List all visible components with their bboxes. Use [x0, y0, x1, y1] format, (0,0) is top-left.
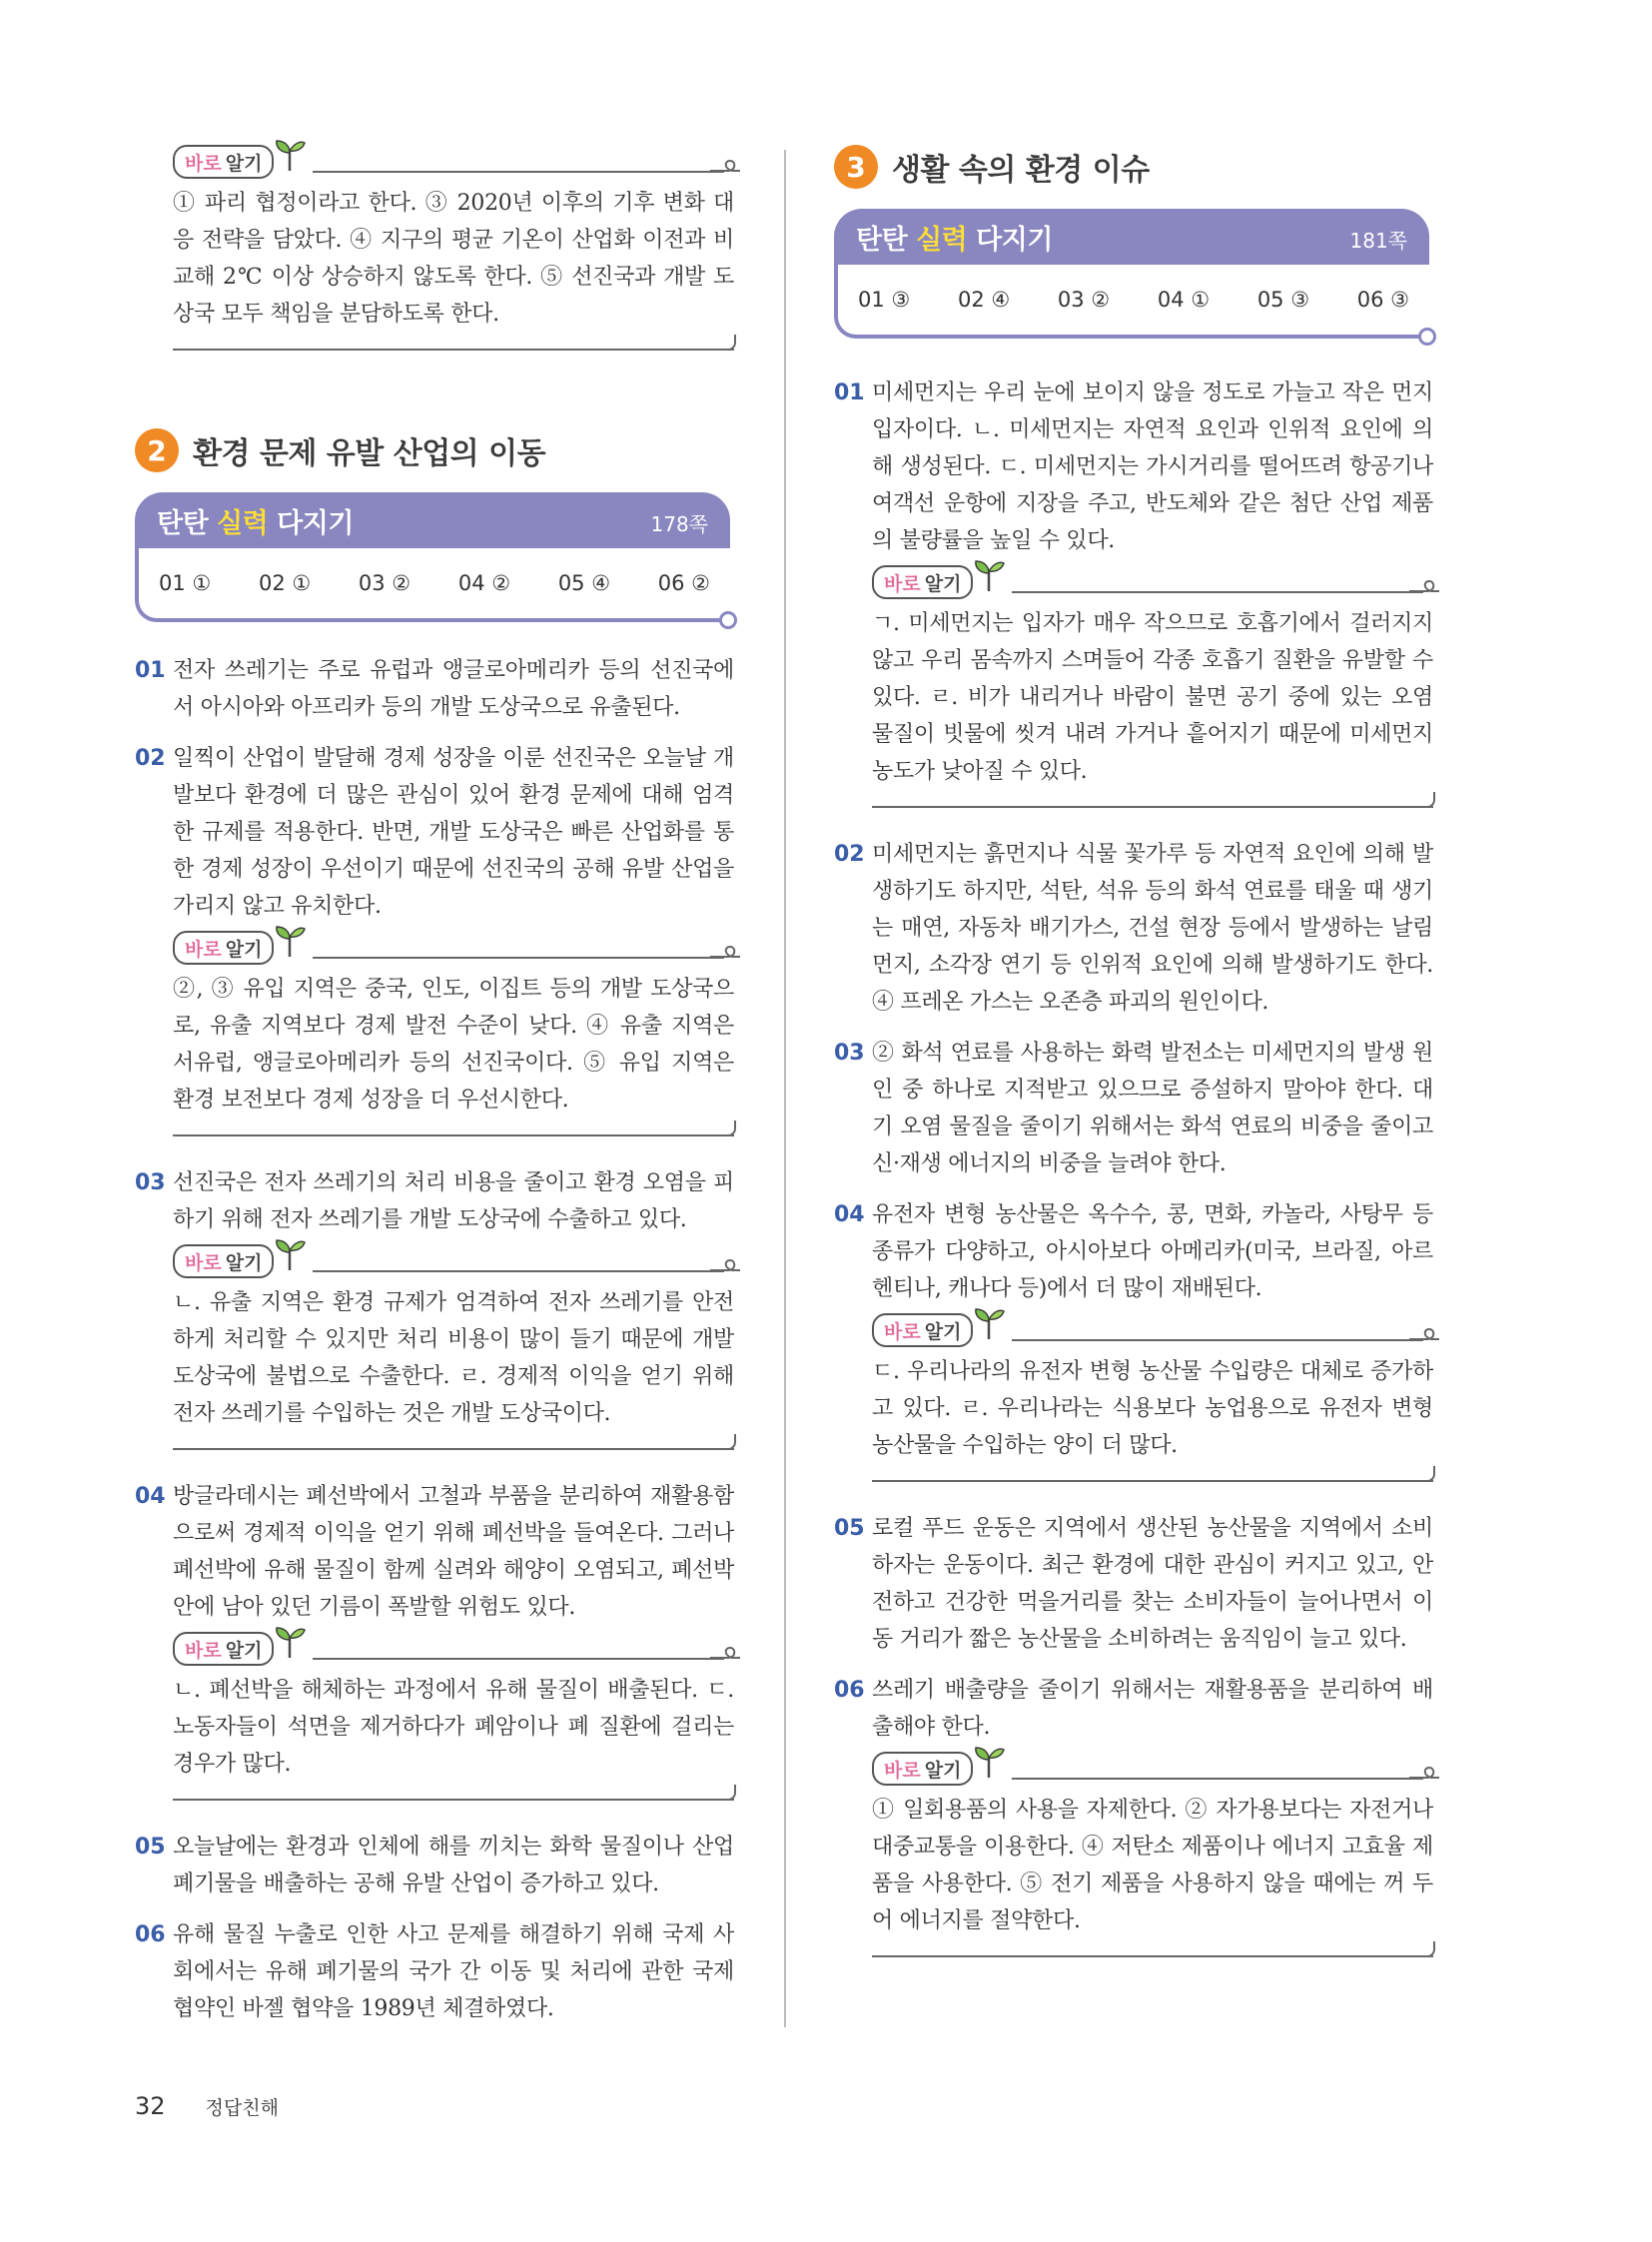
answer-item: 05 ③: [1256, 288, 1310, 312]
section-heading: [135, 428, 734, 472]
baro-algi-box: 바로 알기 ㄷ. 우리나라의 유전자 변형 농산물 수입량은 대체로 증가하고 있다. ㄹ. 우리나라는 식용보다 농업용으로 유전자 변형 농산물을 수입하는 양이 더 많다.: [872, 1313, 1433, 1482]
answer-item: 02 ④: [957, 288, 1011, 312]
sprout-icon: [273, 1236, 307, 1272]
question-item: 01 전자 쓰레기는 주로 유럽과 앵글로아메리카 등의 선진국에서 아시아와 아프리카 등의 개발 도상국으로 유출된다.: [135, 658, 734, 720]
baro-algi-text: ㄴ. 폐선박을 해체하는 과정에서 유해 물질이 배출된다. ㄷ. 노동자들이 석면을 제거하다가 폐암이나 폐 질환에 걸리는 경우가 많다.: [173, 1678, 734, 1777]
baro-algi-box: 바로 알기 ① 일회용품의 사용을 자제한다. ② 자가용보다는 자전거나 대중교통을 이용한다. ④ 저탄소 제품이나 에너지 고효율 제품을 사용한다. ⑤ 전기 제품을 사용하지 않을 때에는 꺼 두어 에너지를 절약한다.: [872, 1752, 1433, 1957]
section-number: 3: [834, 145, 878, 189]
answer-key-title: 탄탄 실력 다지기: [856, 224, 1053, 256]
section-number: 2: [135, 428, 179, 472]
sprout-icon: [273, 1624, 307, 1660]
answer-item: 06 ③: [1356, 288, 1409, 312]
column-divider: [784, 150, 786, 2027]
question-item: 04 유전자 변형 농산물은 옥수수, 콩, 면화, 카놀라, 사탕무 등 종류가 다양하고, 아시아보다 아메리카(미국, 브라질, 아르헨티나, 캐나다 등)에서 더 많이 재배된다.: [834, 1202, 1433, 1301]
answer-key-box: [834, 209, 1429, 339]
baro-algi-box: 바로 알기 ㄴ. 폐선박을 해체하는 과정에서 유해 물질이 배출된다. ㄷ. 노동자들이 석면을 제거하다가 폐암이나 폐 질환에 걸리는 경우가 많다.: [173, 1632, 734, 1801]
answer-item: 02 ①: [258, 571, 312, 595]
baro-algi-box: 바로 알기 ㄱ. 미세먼지는 입자가 매우 작으므로 호흡기에서 걸러지지 않고 우리 몸속까지 스며들어 각종 호흡기 질환을 유발할 수 있다. ㄹ. 비가 내리거나 바람이 불면 공기 중에 있는 오염 물질이 빗물에 씻겨 내려 가거나 흩어지기 때문에 미세먼지 농도가 낮아질 수 있다.: [872, 565, 1433, 808]
section-heading: [834, 145, 1433, 189]
sprout-icon: [273, 923, 307, 959]
answer-item: 06 ②: [657, 571, 710, 595]
baro-algi-text: ① 파리 협정이라고 한다. ③ 2020년 이후의 기후 변화 대응 전략을 담았다. ④ 지구의 평균 기온이 산업화 이전과 비교해 2℃ 이상 상승하지 않도록 한다. ⑤ 선진국과 개발 도상국 모두 책임을 분담하도록 한다.: [173, 191, 734, 327]
page-footer: [135, 2092, 279, 2120]
section-title: 생활 속의 환경 이슈: [892, 153, 1150, 188]
answer-item: 03 ②: [1057, 288, 1111, 312]
question-item: 05 오늘날에는 환경과 인체에 해를 끼치는 화학 물질이나 산업 폐기물을 배출하는 공해 유발 산업이 증가하고 있다.: [135, 1835, 734, 1896]
answer-item: 01 ①: [159, 571, 212, 595]
right-column: [834, 145, 1433, 1957]
question-item: 01 미세먼지는 우리 눈에 보이지 않을 정도로 가늘고 작은 먼지 입자이다. ㄴ. 미세먼지는 자연적 요인과 인위적 요인에 의해 생성된다. ㄷ. 미세먼지는 가시거리를 떨어뜨려 항공기나 여객선 운항에 지장을 주고, 반도체와 같은 첨단 산업 제품의 불량률을 높일 수 있다.: [834, 380, 1433, 553]
question-item: 04 방글라데시는 폐선박에서 고철과 부품을 분리하여 재활용함으로써 경제적 이익을 얻기 위해 폐선박을 들여온다. 그러나 폐선박에 유해 물질이 함께 실려와 해양이 오염되고, 폐선박 안에 남아 있던 기름이 폭발할 위험도 있다.: [135, 1484, 734, 1620]
section-title: 환경 문제 유발 산업의 이동: [193, 436, 546, 471]
baro-algi-text: ① 일회용품의 사용을 자제한다. ② 자가용보다는 자전거나 대중교통을 이용한다. ④ 저탄소 제품이나 에너지 고효율 제품을 사용한다. ⑤ 전기 제품을 사용하지 않을 때에는 꺼 두어 에너지를 절약한다.: [872, 1798, 1433, 1933]
baro-algi-box: 바로 알기 ②, ③ 유입 지역은 중국, 인도, 이집트 등의 개발 도상국으로, 유출 지역보다 경제 발전 수준이 낮다. ④ 유출 지역은 서유럽, 앵글로아메리카 등의 선진국이다. ⑤ 유입 지역은 환경 보전보다 경제 성장을 더 우선시한다.: [173, 931, 734, 1136]
sprout-icon: [972, 1744, 1006, 1780]
answer-item: 04 ①: [1157, 288, 1211, 312]
answer-key-page: 181쪽: [1349, 229, 1407, 253]
baro-algi-text: ㄱ. 미세먼지는 입자가 매우 작으므로 호흡기에서 걸러지지 않고 우리 몸속까지 스며들어 각종 호흡기 질환을 유발할 수 있다. ㄹ. 비가 내리거나 바람이 불면 공기 중에 있는 오염 물질이 빗물에 씻겨 내려 가거나 흩어지기 때문에 미세먼지 농도가 낮아질 수 있다.: [872, 611, 1433, 784]
baro-algi-tag: 바로 알기: [173, 145, 274, 179]
baro-algi-box: 바로 알기 ㄴ. 유출 지역은 환경 규제가 엄격하여 전자 쓰레기를 안전하게 처리할 수 있지만 처리 비용이 많이 들기 때문에 개발 도상국에 불법으로 수출한다. ㄹ. 경제적 이익을 얻기 위해 전자 쓰레기를 수입하는 것은 개발 도상국이다.: [173, 1244, 734, 1450]
answer-key-page: 178쪽: [650, 512, 708, 536]
answer-item: 05 ④: [557, 571, 611, 595]
left-column: [135, 145, 734, 2041]
answer-key-box: [135, 492, 730, 622]
question-item: 03 선진국은 전자 쓰레기의 처리 비용을 줄이고 환경 오염을 피하기 위해 전자 쓰레기를 개발 도상국에 수출하고 있다.: [135, 1170, 734, 1232]
footer-label: 정답친해: [205, 2096, 279, 2119]
question-item: 05 로컬 푸드 운동은 지역에서 생산된 농산물을 지역에서 소비하자는 운동이다. 최근 환경에 대한 관심이 커지고 있고, 안전하고 건강한 먹을거리를 찾는 소비자들이 늘어나면서 이동 거리가 짧은 농산물을 소비하려는 움직임이 늘고 있다.: [834, 1516, 1433, 1652]
question-item: 03 ② 화석 연료를 사용하는 화력 발전소는 미세먼지의 발생 원인 중 하나로 지적받고 있으므로 증설하지 말아야 한다. 대기 오염 물질을 줄이기 위해서는 화석 연료의 비중을 줄이고 신·재생 에너지의 비중을 늘려야 한다.: [834, 1041, 1433, 1176]
answer-key-title: 탄탄 실력 다지기: [157, 507, 354, 539]
baro-algi-box: [173, 145, 734, 351]
question-item: 02 미세먼지는 흙먼지나 식물 꽃가루 등 자연적 요인에 의해 발생하기도 하지만, 석탄, 석유 등의 화석 연료를 태울 때 생기는 매연, 자동차 배기가스, 건설 현장 등에서 발생하는 날림 먼지, 소각장 연기 등 인위적 요인에 의해 발생하기도 한다. ④ 프레온 가스는 오존층 파괴의 원인이다.: [834, 842, 1433, 1015]
baro-algi-text: ㄴ. 유출 지역은 환경 규제가 엄격하여 전자 쓰레기를 안전하게 처리할 수 있지만 처리 비용이 많이 들기 때문에 개발 도상국에 불법으로 수출한다. ㄹ. 경제적 이익을 얻기 위해 전자 쓰레기를 수입하는 것은 개발 도상국이다.: [173, 1290, 734, 1426]
answer-item: 03 ②: [358, 571, 412, 595]
question-item: 02 일찍이 산업이 발달해 경제 성장을 이룬 선진국은 오늘날 개발보다 환경에 더 많은 관심이 있어 환경 문제에 대해 엄격한 규제를 적용한다. 반면, 개발 도상국은 빠른 산업화를 통한 경제 성장이 우선이기 때문에 선진국의 공해 유발 산업을 가리지 않고 유치한다.: [135, 746, 734, 919]
page-number: 32: [135, 2092, 166, 2120]
sprout-icon: [273, 137, 307, 173]
question-item: 06 유해 물질 누출로 인한 사고 문제를 해결하기 위해 국제 사회에서는 유해 폐기물의 국가 간 이동 및 처리에 관한 국제 협약인 바젤 협약을 1989년 체결하였다.: [135, 1922, 734, 2021]
sprout-icon: [972, 1305, 1006, 1341]
sprout-icon: [972, 557, 1006, 593]
baro-algi-text: ②, ③ 유입 지역은 중국, 인도, 이집트 등의 개발 도상국으로, 유출 지역보다 경제 발전 수준이 낮다. ④ 유출 지역은 서유럽, 앵글로아메리카 등의 선진국이다. ⑤ 유입 지역은 환경 보전보다 경제 성장을 더 우선시한다.: [173, 977, 734, 1113]
answer-item: 01 ③: [858, 288, 911, 312]
baro-algi-text: ㄷ. 우리나라의 유전자 변형 농산물 수입량은 대체로 증가하고 있다. ㄹ. 우리나라는 식용보다 농업용으로 유전자 변형 농산물을 수입하는 양이 더 많다.: [872, 1359, 1433, 1458]
question-item: 06 쓰레기 배출량을 줄이기 위해서는 재활용품을 분리하여 배출해야 한다.: [834, 1678, 1433, 1740]
answer-item: 04 ②: [457, 571, 511, 595]
